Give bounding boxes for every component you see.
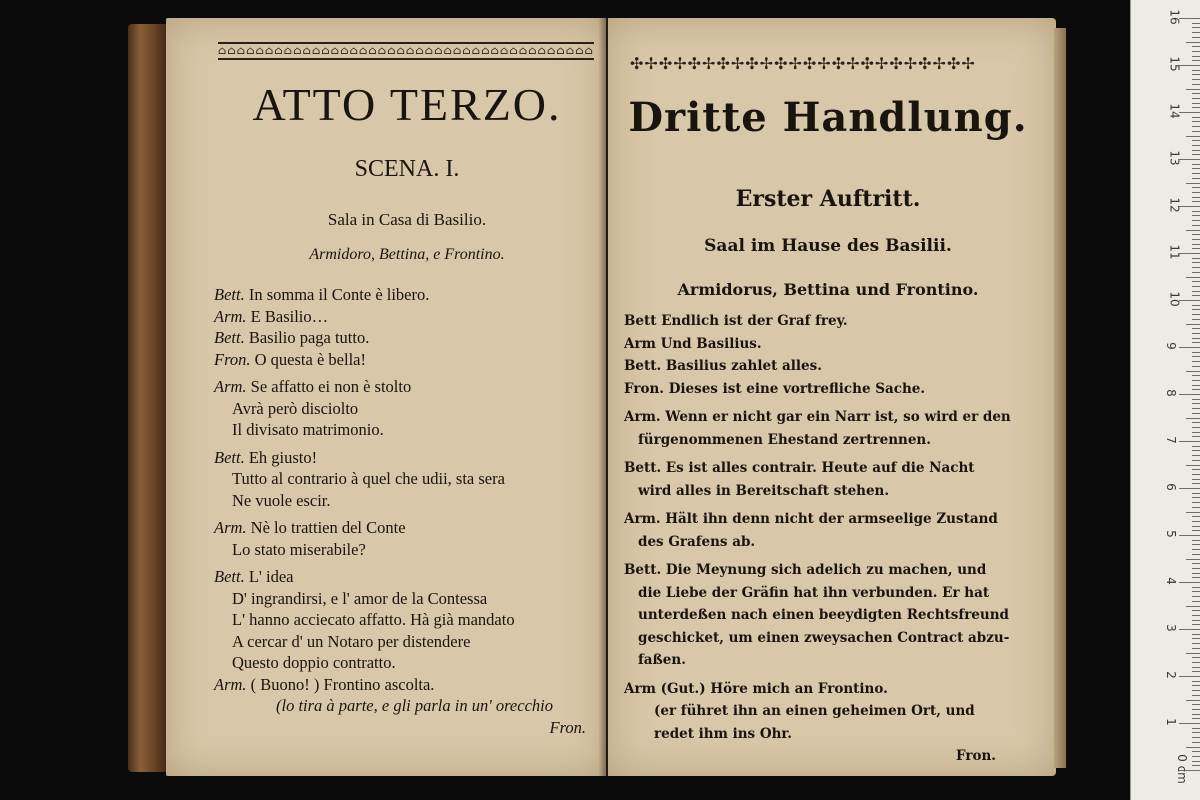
ruler-label: 14 <box>1167 103 1182 119</box>
ruler-label: 13 <box>1167 150 1182 166</box>
dialogue-line <box>214 398 594 420</box>
ruler-minor-tick <box>1192 455 1200 456</box>
stage-direction: (er führet ihn an einen geheimen Ort, und <box>654 703 975 719</box>
dialogue-line <box>214 609 594 631</box>
speaker-label: Arm. <box>214 518 247 537</box>
line-text: L' idea <box>248 567 294 586</box>
dialogue-line <box>214 674 594 696</box>
ruler-tick <box>1179 112 1200 113</box>
ruler-label: 5 <box>1163 530 1178 538</box>
ruler-minor-tick <box>1192 554 1200 555</box>
ruler-tick <box>1179 488 1200 489</box>
line-text: In somma il Conte è libero. <box>248 285 430 304</box>
dialogue-line <box>624 604 1009 627</box>
ruler-minor-tick <box>1192 681 1200 682</box>
line-text: D' ingrandirsi, e l' amor de la Contessa <box>232 588 488 608</box>
ruler-minor-tick <box>1192 281 1200 282</box>
ruler-minor-tick <box>1192 192 1200 193</box>
ruler-minor-tick <box>1192 403 1200 404</box>
ruler-minor-tick <box>1192 60 1200 61</box>
speaker-label: Fron. <box>624 380 664 397</box>
ruler-label: 4 <box>1163 577 1178 585</box>
ruler-minor-tick <box>1192 215 1200 216</box>
ruler-minor-tick <box>1192 319 1200 320</box>
line-text: Wenn er nicht gar ein Narr ist, so wird er den <box>665 409 1011 425</box>
ruler-minor-tick <box>1192 342 1200 343</box>
speaker-label: Bett. <box>214 447 245 467</box>
ruler-label: 15 <box>1167 56 1182 72</box>
ruler-minor-tick <box>1192 577 1200 578</box>
page-edges <box>1054 28 1066 768</box>
line-text: Nè lo trattien del Conte <box>250 518 406 537</box>
dialogue-line <box>624 457 1004 480</box>
line-text: Endlich ist der Graf frey. <box>661 313 848 329</box>
ruler-minor-tick <box>1192 178 1200 179</box>
dialogue-line <box>624 559 1004 582</box>
ruler-minor-tick <box>1192 121 1200 122</box>
speaker-label: Arm. <box>624 511 661 527</box>
ruler-label: 10 <box>1167 291 1182 307</box>
scene-location: Saal im Hause des Basilii. <box>704 236 952 256</box>
speaker-label: Arm <box>624 680 656 697</box>
speaker-label: Arm <box>624 335 656 352</box>
ruler-minor-tick <box>1192 295 1200 296</box>
ruler-minor-tick <box>1192 356 1200 357</box>
ruler-tick <box>1179 253 1200 254</box>
ruler-minor-tick <box>1192 718 1200 719</box>
act-title: Dritte Handlung. <box>628 94 1028 141</box>
ruler-minor-tick <box>1192 624 1200 625</box>
ruler-minor-tick <box>1192 483 1200 484</box>
ruler-label: 11 <box>1167 244 1182 260</box>
ruler-minor-tick <box>1192 657 1200 658</box>
ruler-minor-tick <box>1192 690 1200 691</box>
ruler-minor-tick <box>1192 51 1200 52</box>
ruler-minor-tick <box>1192 620 1200 621</box>
ruler-minor-tick <box>1192 380 1200 381</box>
ruler-minor-tick <box>1192 446 1200 447</box>
ruler-minor-tick <box>1192 79 1200 80</box>
ruler-minor-tick <box>1186 277 1200 278</box>
line-text: Dieses ist eine vortrefliche Sache. <box>668 380 926 397</box>
ruler-minor-tick <box>1192 695 1200 696</box>
ruler-tick <box>1179 347 1200 348</box>
speaker-label: Arm. <box>214 674 247 694</box>
dialogue-line <box>624 649 1004 672</box>
ruler-minor-tick <box>1192 197 1200 198</box>
speaker-label: Fron. <box>214 349 251 369</box>
ruler-minor-tick <box>1192 751 1200 752</box>
ruler-minor-tick <box>1192 704 1200 705</box>
act-title: ATTO TERZO. <box>252 79 562 130</box>
dialogue-line <box>624 429 1004 452</box>
speaker-label: Bett. <box>214 328 245 347</box>
ruler-tick <box>1179 300 1200 301</box>
ruler-minor-tick <box>1192 164 1200 165</box>
line-text: E Basilio… <box>250 306 329 326</box>
line-text: Es ist alles contrair. Heute auf die Nacht <box>665 460 975 476</box>
ruler-minor-tick <box>1192 37 1200 38</box>
ruler-label: 2 <box>1163 671 1178 679</box>
dialogue-line <box>624 378 1004 401</box>
ruler-minor-tick <box>1192 352 1200 353</box>
ruler-minor-tick <box>1192 450 1200 451</box>
ruler-minor-tick <box>1192 333 1200 334</box>
ruler-minor-tick <box>1192 375 1200 376</box>
ruler-minor-tick <box>1192 601 1200 602</box>
measuring-ruler <box>1130 0 1200 800</box>
ruler-minor-tick <box>1186 418 1200 419</box>
line-text: Basilius zahlet alles. <box>665 358 822 374</box>
ruler-minor-tick <box>1192 267 1200 268</box>
dialogue-line <box>214 447 594 469</box>
dialogue-line <box>214 490 594 512</box>
line-text: wird alles in Bereitschaft stehen. <box>638 482 890 499</box>
ruler-minor-tick <box>1186 512 1200 513</box>
ruler-minor-tick <box>1192 103 1200 104</box>
dialogue-line <box>624 310 1004 333</box>
ruler-minor-tick <box>1192 648 1200 649</box>
ruler-minor-tick <box>1192 286 1200 287</box>
line-text: geschicket, um einen zweysachen Contract abzu- <box>638 629 1010 646</box>
dialogue-line <box>624 355 1004 378</box>
speaker-label: Bett. <box>214 285 245 304</box>
ruler-minor-tick <box>1192 427 1200 428</box>
ruler-tick <box>1179 394 1200 395</box>
ruler-minor-tick <box>1192 596 1200 597</box>
ruler-minor-tick <box>1192 756 1200 757</box>
speaker-label: Bett. <box>624 562 662 578</box>
ruler-minor-tick <box>1192 563 1200 564</box>
ruler-minor-tick <box>1192 314 1200 315</box>
ruler-minor-tick <box>1192 587 1200 588</box>
ruler-minor-tick <box>1192 643 1200 644</box>
line-text: Avrà però disciolto <box>232 398 359 418</box>
ruler-minor-tick <box>1192 530 1200 531</box>
ruler-minor-tick <box>1192 309 1200 310</box>
ruler-minor-tick <box>1192 258 1200 259</box>
ruler-minor-tick <box>1192 84 1200 85</box>
line-text: ( Buono! ) Frontino ascolta. <box>250 674 435 694</box>
ruler-minor-tick <box>1192 540 1200 541</box>
ruler-minor-tick <box>1192 140 1200 141</box>
ruler-label: 9 <box>1163 342 1178 350</box>
dialogue-line <box>624 531 1004 554</box>
ruler-minor-tick <box>1192 544 1200 545</box>
ruler-minor-tick <box>1192 145 1200 146</box>
ruler-minor-tick <box>1192 107 1200 108</box>
ruler-minor-tick <box>1192 568 1200 569</box>
line-text: fürgenommenen Ehestand zertrennen. <box>638 431 931 448</box>
ruler-minor-tick <box>1192 272 1200 273</box>
line-text: Il divisato matrimonio. <box>232 420 384 439</box>
dialogue-line <box>214 306 594 328</box>
ruler-tick <box>1179 535 1200 536</box>
dialogue-line <box>624 508 1004 531</box>
ruler-minor-tick <box>1192 154 1200 155</box>
ruler-minor-tick <box>1192 610 1200 611</box>
ruler-minor-tick <box>1192 244 1200 245</box>
line-text: Hält ihn denn nicht der armseelige Zustand <box>665 511 998 527</box>
ruler-minor-tick <box>1192 291 1200 292</box>
ruler-label: 12 <box>1167 197 1182 213</box>
ruler-minor-tick <box>1192 615 1200 616</box>
ruler-label: 0 cm <box>1174 754 1189 784</box>
line-text: Basilio paga tutto. <box>248 328 370 347</box>
ruler-minor-tick <box>1192 714 1200 715</box>
dialogue-line <box>624 406 1011 429</box>
dialogue-line <box>214 588 594 610</box>
ruler-minor-tick <box>1192 366 1200 367</box>
ruler-minor-tick <box>1186 371 1200 372</box>
dialogue-line <box>214 539 594 561</box>
ruler-minor-tick <box>1192 497 1200 498</box>
ruler-minor-tick <box>1186 700 1200 701</box>
ruler-minor-tick <box>1186 42 1200 43</box>
ruler-minor-tick <box>1192 502 1200 503</box>
ruler-label: 8 <box>1163 389 1178 397</box>
ruler-minor-tick <box>1192 56 1200 57</box>
scene-heading: Erster Auftritt. <box>735 186 921 212</box>
ruler-minor-tick <box>1192 728 1200 729</box>
dialogue-line <box>214 652 594 674</box>
ruler-minor-tick <box>1186 324 1200 325</box>
line-text: Eh giusto! <box>248 447 318 467</box>
ruler-minor-tick <box>1192 389 1200 390</box>
line-text: Tutto al contrario à quel che udii, sta sera <box>232 469 505 488</box>
line-text: (Gut.) Höre mich an Frontino. <box>660 680 888 697</box>
ruler-minor-tick <box>1192 634 1200 635</box>
ruler-minor-tick <box>1192 262 1200 263</box>
ruler-minor-tick <box>1192 685 1200 686</box>
ruler-minor-tick <box>1192 234 1200 235</box>
dialogue-line <box>624 333 1004 356</box>
ruler-minor-tick <box>1186 136 1200 137</box>
ruler-minor-tick <box>1192 761 1200 762</box>
ruler-minor-tick <box>1192 765 1200 766</box>
ruler-minor-tick <box>1192 201 1200 202</box>
ruler-minor-tick <box>1192 361 1200 362</box>
ruler-minor-tick <box>1192 93 1200 94</box>
ruler-minor-tick <box>1186 465 1200 466</box>
line-text: O questa è bella! <box>254 349 366 369</box>
ruler-tick <box>1179 65 1200 66</box>
ruler-minor-tick <box>1192 474 1200 475</box>
ruler-minor-tick <box>1192 305 1200 306</box>
dialogue-line <box>214 517 594 539</box>
ruler-minor-tick <box>1192 408 1200 409</box>
scene-heading: SCENA. I. <box>354 156 460 182</box>
dialogue-line <box>214 468 594 490</box>
dialogue-line <box>214 631 594 653</box>
left-page <box>166 18 606 776</box>
stage-direction: (lo tira à parte, e gli parla in un' orecchio <box>276 696 553 715</box>
ruler-minor-tick <box>1192 70 1200 71</box>
header-ornament: ✣✢✣✢✣✢✣✢✣✢✣✢✣✢✣✢✣✢✣✢✣✢✣✢ <box>630 54 976 73</box>
ruler-minor-tick <box>1192 516 1200 517</box>
ruler-minor-tick <box>1192 187 1200 188</box>
line-text: Und Basilius. <box>660 335 762 352</box>
stage-direction: redet ihm ins Ohr. <box>654 725 792 742</box>
dialogue-line <box>214 327 594 349</box>
speaker-label: Arm. <box>624 409 661 425</box>
ruler-minor-tick <box>1192 436 1200 437</box>
ruler-minor-tick <box>1192 591 1200 592</box>
line-text: Questo doppio contratto. <box>232 653 396 672</box>
ruler-minor-tick <box>1186 559 1200 560</box>
scene-location: Sala in Casa di Basilio. <box>327 210 487 229</box>
ruler-tick <box>1179 206 1200 207</box>
ruler-minor-tick <box>1192 98 1200 99</box>
ruler-minor-tick <box>1186 89 1200 90</box>
dialogue-block <box>624 310 1011 768</box>
header-ornament: ⌂⌂⌂⌂⌂⌂⌂⌂⌂⌂⌂⌂⌂⌂⌂⌂⌂⌂⌂⌂⌂⌂⌂⌂⌂⌂⌂⌂⌂⌂⌂⌂⌂⌂⌂⌂⌂⌂⌂⌂ <box>218 42 594 60</box>
ruler-minor-tick <box>1192 239 1200 240</box>
line-text: des Grafens ab. <box>638 533 756 550</box>
ruler-label: 7 <box>1163 436 1178 444</box>
dialogue-line <box>214 566 594 588</box>
ruler-minor-tick <box>1192 638 1200 639</box>
ruler-minor-tick <box>1192 573 1200 574</box>
open-book <box>128 18 1064 780</box>
scene-cast: Armidorus, Bettina und Frontino. <box>677 280 979 299</box>
ruler-minor-tick <box>1192 131 1200 132</box>
ruler-minor-tick <box>1192 521 1200 522</box>
line-text: Lo stato miserabile? <box>232 539 366 559</box>
ruler-minor-tick <box>1192 23 1200 24</box>
dialogue-line <box>214 349 594 371</box>
ruler-minor-tick <box>1192 338 1200 339</box>
ruler-tick <box>1179 676 1200 677</box>
ruler-label: 1 <box>1163 718 1178 726</box>
ruler-minor-tick <box>1186 230 1200 231</box>
line-text: unterdeßen nach einen beeydigten Rechtsfreund <box>638 607 1009 623</box>
scene-cast: Armidoro, Bettina, e Frontino. <box>309 246 505 263</box>
speaker-label: Arm. <box>214 306 247 326</box>
ruler-tick <box>1179 441 1200 442</box>
ruler-minor-tick <box>1192 46 1200 47</box>
speaker-label: Bett. <box>624 358 662 374</box>
dialogue-line <box>214 376 594 398</box>
dialogue-line <box>624 627 1010 650</box>
dialogue-line <box>624 480 1004 503</box>
line-text: A cercar d' un Notaro per distendere <box>232 631 471 651</box>
ruler-tick <box>1179 159 1200 160</box>
ruler-minor-tick <box>1192 32 1200 33</box>
dialogue-line <box>624 678 1004 701</box>
right-page <box>608 18 1056 776</box>
line-text: Die Meynung sich adelich zu machen, und <box>665 562 987 578</box>
ruler-minor-tick <box>1192 526 1200 527</box>
ruler-minor-tick <box>1192 422 1200 423</box>
ruler-minor-tick <box>1192 469 1200 470</box>
line-text: die Liebe der Gräfin hat ihn verbunden. Er hat <box>638 584 990 601</box>
ruler-minor-tick <box>1192 225 1200 226</box>
speaker-label: Bett <box>624 313 657 329</box>
ruler-minor-tick <box>1192 328 1200 329</box>
line-text: faßen. <box>638 652 686 668</box>
ruler-minor-tick <box>1192 211 1200 212</box>
ruler-minor-tick <box>1192 662 1200 663</box>
ruler-minor-tick <box>1192 709 1200 710</box>
ruler-minor-tick <box>1192 432 1200 433</box>
ruler-minor-tick <box>1186 747 1200 748</box>
speaker-label: Bett. <box>624 460 662 476</box>
ruler-minor-tick <box>1192 385 1200 386</box>
ruler-label: 6 <box>1163 483 1178 491</box>
ruler-minor-tick <box>1192 413 1200 414</box>
ruler-minor-tick <box>1192 27 1200 28</box>
ruler-minor-tick <box>1192 220 1200 221</box>
ruler-minor-tick <box>1192 168 1200 169</box>
ruler-label: 16 <box>1167 9 1182 25</box>
ruler-tick <box>1179 629 1200 630</box>
ruler-minor-tick <box>1192 479 1200 480</box>
line-text: L' hanno acciecato affatto. Hà già mandato <box>232 610 515 629</box>
line-text: Se affatto ei non è stolto <box>250 377 412 396</box>
ruler-minor-tick <box>1192 117 1200 118</box>
dialogue-line <box>214 419 594 441</box>
catchword: Fron. <box>549 717 586 737</box>
ruler-minor-tick <box>1192 493 1200 494</box>
ruler-tick <box>1179 18 1200 19</box>
ruler-label: 3 <box>1163 624 1178 632</box>
ruler-minor-tick <box>1192 737 1200 738</box>
ruler-minor-tick <box>1186 653 1200 654</box>
ruler-minor-tick <box>1192 667 1200 668</box>
ruler-minor-tick <box>1186 183 1200 184</box>
ruler-minor-tick <box>1192 150 1200 151</box>
dialogue-line <box>624 582 1004 605</box>
ruler-tick <box>1179 582 1200 583</box>
ruler-minor-tick <box>1192 732 1200 733</box>
book-edge <box>128 24 170 772</box>
speaker-label: Bett. <box>214 567 245 586</box>
ruler-minor-tick <box>1192 399 1200 400</box>
dialogue-line <box>214 284 594 306</box>
ruler-minor-tick <box>1192 173 1200 174</box>
ruler-minor-tick <box>1192 507 1200 508</box>
ruler-minor-tick <box>1186 606 1200 607</box>
ruler-minor-tick <box>1192 248 1200 249</box>
dialogue-block <box>214 284 594 738</box>
ruler-minor-tick <box>1192 671 1200 672</box>
speaker-label: Arm. <box>214 377 247 396</box>
catchword: Fron. <box>956 748 996 764</box>
ruler-minor-tick <box>1192 742 1200 743</box>
ruler-minor-tick <box>1192 460 1200 461</box>
ruler-minor-tick <box>1192 126 1200 127</box>
ruler-minor-tick <box>1192 549 1200 550</box>
ruler-minor-tick <box>1192 74 1200 75</box>
line-text: Ne vuole escir. <box>232 490 331 510</box>
ruler-tick <box>1179 723 1200 724</box>
